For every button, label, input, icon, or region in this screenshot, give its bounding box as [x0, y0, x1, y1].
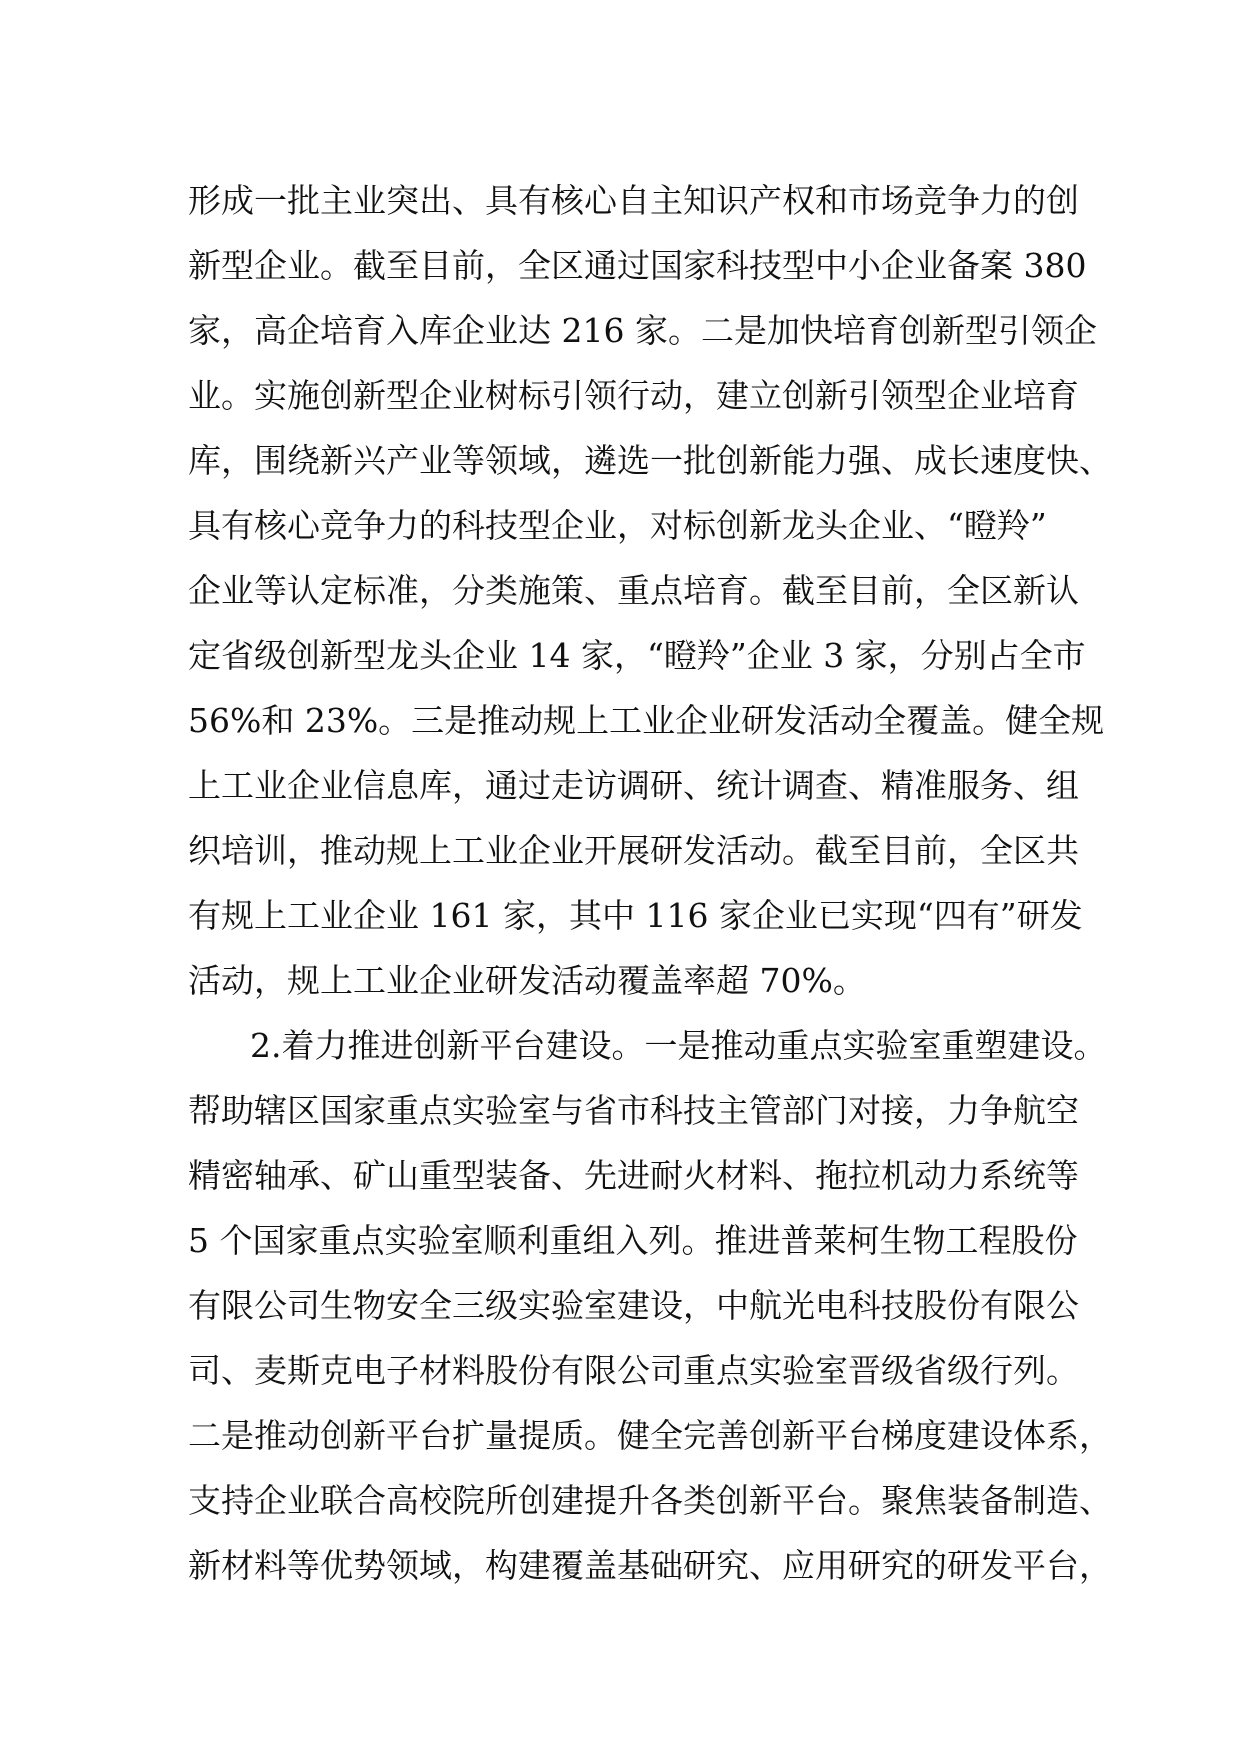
text-line: 业。实施创新型企业树标引领行动，建立创新引领型企业培育: [188, 376, 1079, 415]
text-line: 家，高企培育入库企业达 216 家。二是加快培育创新型引领企: [188, 311, 1097, 350]
text-line: 具有核心竞争力的科技型企业，对标创新龙头企业、“瞪羚”: [188, 506, 1047, 545]
section-heading-line: 2.着力推进创新平台建设。一是推动重点实验室重塑建设。: [250, 1026, 1107, 1065]
text-line: 织培训，推动规上工业企业开展研发活动。截至目前，全区共: [188, 831, 1079, 870]
document-body: [188, 168, 1112, 1598]
text-line: 有限公司生物安全三级实验室建设，中航光电科技股份有限公: [188, 1286, 1079, 1325]
text-line: 精密轴承、矿山重型装备、先进耐火材料、拖拉机动力系统等: [188, 1156, 1079, 1195]
text-line: 上工业企业信息库，通过走访调研、统计调查、精准服务、组: [188, 766, 1079, 805]
text-line: 帮助辖区国家重点实验室与省市科技主管部门对接，力争航空: [188, 1091, 1079, 1130]
text-line: 司、麦斯克电子材料股份有限公司重点实验室晋级省级行列。: [188, 1351, 1079, 1390]
text-line: 新材料等优势领域，构建覆盖基础研究、应用研究的研发平台，: [188, 1546, 1112, 1585]
text-line: 定省级创新型龙头企业 14 家，“瞪羚”企业 3 家，分别占全市: [188, 636, 1086, 675]
text-line: 企业等认定标准，分类施策、重点培育。截至目前，全区新认: [188, 571, 1079, 610]
text-line: 支持企业联合高校院所创建提升各类创新平台。聚焦装备制造、: [188, 1481, 1112, 1520]
text-line: 新型企业。截至目前，全区通过国家科技型中小企业备案 380: [188, 246, 1087, 285]
text-line: 二是推动创新平台扩量提质。健全完善创新平台梯度建设体系，: [188, 1416, 1112, 1455]
text-line: 活动，规上工业企业研发活动覆盖率超 70%。: [188, 961, 866, 1000]
text-line: 有规上工业企业 161 家，其中 116 家企业已实现“四有”研发: [188, 896, 1083, 935]
text-line: 5 个国家重点实验室顺利重组入列。推进普莱柯生物工程股份: [188, 1221, 1078, 1260]
text-line: 库，围绕新兴产业等领域，遴选一批创新能力强、成长速度快、: [188, 441, 1112, 480]
text-line: 形成一批主业突出、具有核心自主知识产权和市场竞争力的创: [188, 181, 1079, 220]
text-line: 56%和 23%。三是推动规上工业企业研发活动全覆盖。健全规: [188, 701, 1105, 740]
